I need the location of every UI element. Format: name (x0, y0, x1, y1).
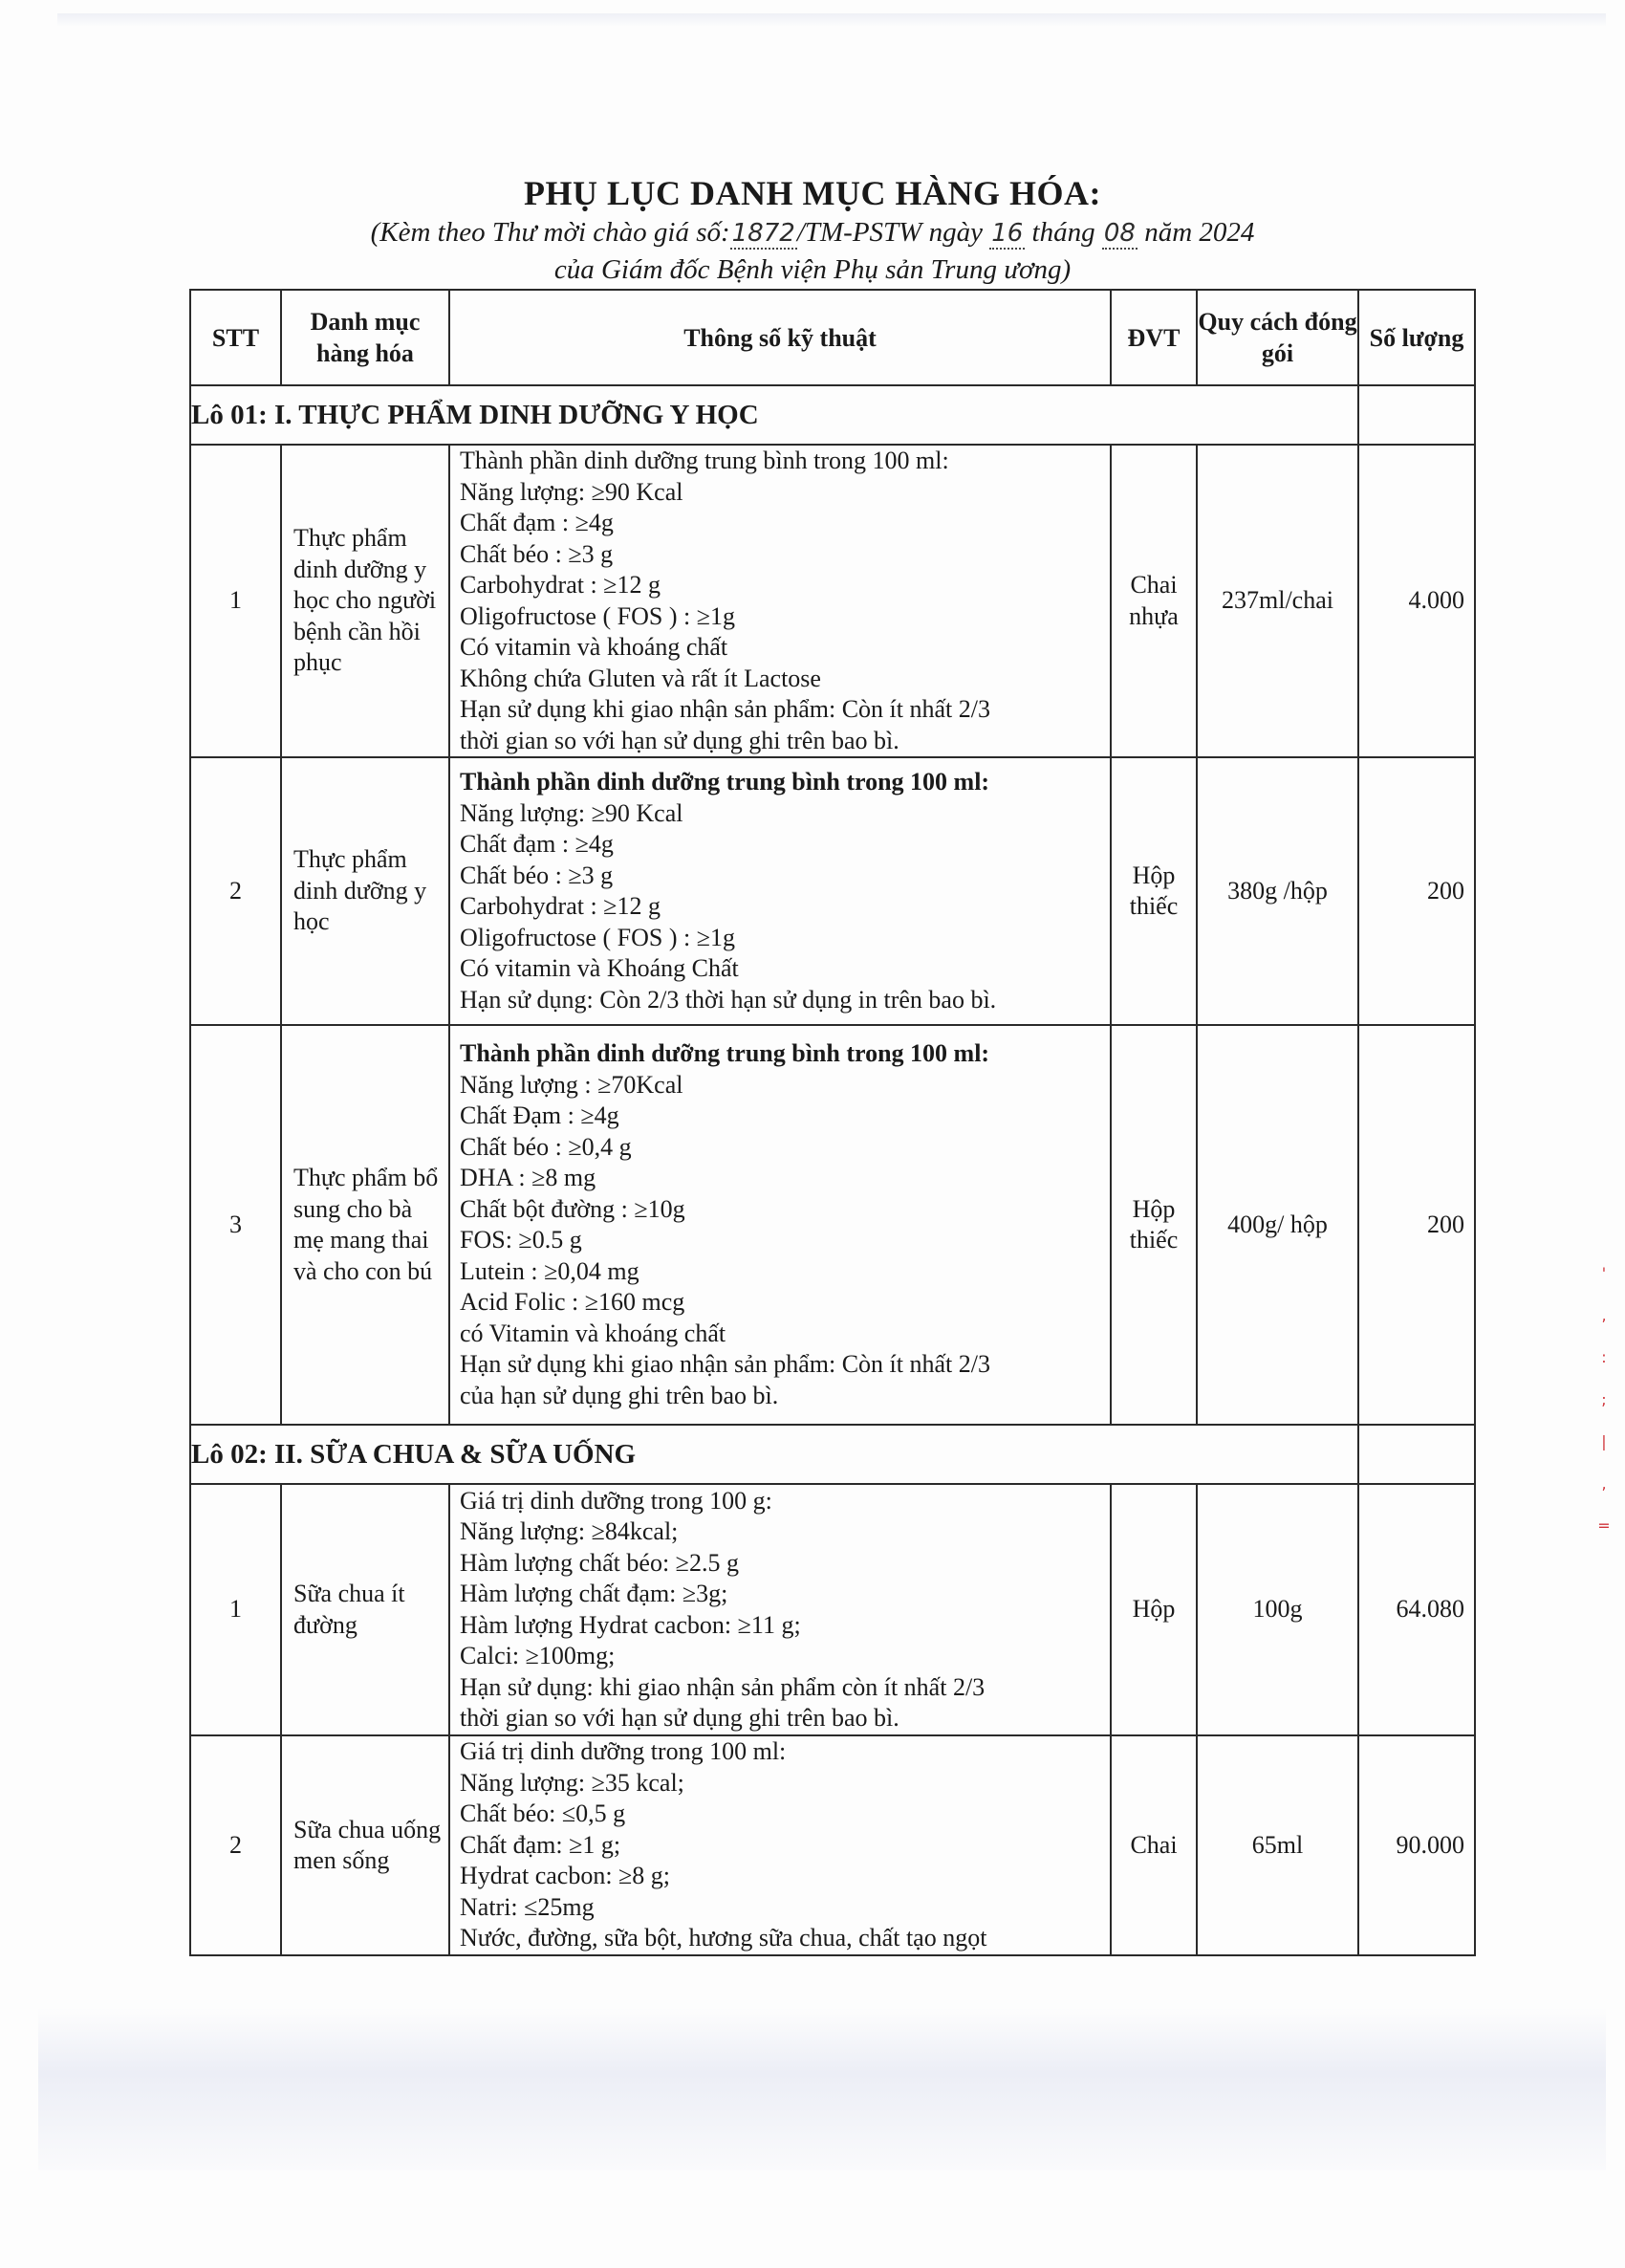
spec-line: Oligofructose ( FOS ) : ≥1g (460, 923, 735, 951)
handwritten-month: 08 (1103, 219, 1136, 248)
spec-line: DHA : ≥8 mg (460, 1164, 596, 1191)
subtitle-mid-2: tháng (1031, 217, 1095, 248)
row-packaging: 65ml (1197, 1735, 1358, 1955)
handwritten-doc-number: 1872 (731, 219, 795, 248)
lot-row (190, 385, 1475, 445)
header-stt: STT (190, 290, 281, 385)
row-quantity: 64.080 (1358, 1484, 1475, 1735)
row-item-name: Thực phẩm dinh dưỡng y học cho người bệnh cần hồi phục (281, 445, 449, 757)
spec-line: Hydrat cacbon: ≥8 g; (460, 1862, 671, 1890)
table-row (190, 757, 1475, 1025)
header-item: Danh mục hàng hóa (281, 290, 449, 385)
row-unit: Hộp (1111, 1484, 1197, 1735)
subtitle-prefix: (Kèm theo Thư mời chào giá số: (370, 217, 730, 248)
table-row (190, 1735, 1475, 1955)
spec-line: Nước, đường, sữa bột, hương sữa chua, chất tạo ngọt (460, 1924, 987, 1952)
lot-label: Lô 02: II. SỮA CHUA & SỮA UỐNG (190, 1425, 1358, 1484)
scan-edge-bottom (38, 2008, 1606, 2170)
spec-line: của hạn sử dụng ghi trên bao bì. (460, 1381, 779, 1409)
row-spec (449, 445, 1111, 757)
handwritten-day: 16 (991, 219, 1024, 248)
lot-blank-cell (1358, 1425, 1475, 1484)
lot-blank-cell (1358, 385, 1475, 445)
row-unit: Hộp thiếc (1111, 1025, 1197, 1425)
spec-line: Hàm lượng chất đạm: ≥3g; (460, 1580, 728, 1607)
row-packaging: 400g/ hộp (1197, 1025, 1358, 1425)
document-header (0, 172, 1625, 288)
row-quantity: 4.000 (1358, 445, 1475, 757)
spec-line: Chất béo: ≤0,5 g (460, 1799, 626, 1828)
spec-line: Thành phần dinh dưỡng trung bình trong 100 ml: (460, 1039, 990, 1067)
spec-line: Hạn sử dụng: Còn 2/3 thời hạn sử dụng in trên bao bì. (460, 985, 997, 1014)
subtitle-mid-3: năm 2024 (1144, 217, 1255, 248)
row-unit: Hộp thiếc (1111, 757, 1197, 1025)
spec-line: Lutein : ≥0,04 mg (460, 1256, 639, 1285)
table-header-row (190, 290, 1475, 385)
scan-edge-top (57, 13, 1606, 27)
spec-line: Hạn sử dụng khi giao nhận sản phẩm: Còn ít nhất 2/3 (460, 695, 990, 723)
row-unit: Chai (1111, 1735, 1197, 1955)
row-quantity: 200 (1358, 757, 1475, 1025)
row-item-name: Sữa chua uống men sống (281, 1735, 449, 1955)
row-packaging: 100g (1197, 1484, 1358, 1735)
table-row (190, 1025, 1475, 1425)
row-item-name: Thực phẩm dinh dưỡng y học (281, 757, 449, 1025)
row-stt: 1 (190, 445, 281, 757)
row-packaging: 237ml/chai (1197, 445, 1358, 757)
spec-line: Có vitamin và Khoáng Chất (460, 954, 739, 982)
table-body (190, 385, 1475, 1955)
spec-line: Chất đạm : ≥4g (460, 509, 614, 536)
spec-line: Không chứa Gluten và rất ít Lactose (460, 664, 821, 692)
header-spec: Thông số kỹ thuật (449, 290, 1111, 385)
spec-line: Carbohydrat : ≥12 g (460, 892, 661, 920)
row-item-name: Sữa chua ít đường (281, 1484, 449, 1735)
spec-line: Hàm lượng Hydrat cacbon: ≥11 g; (460, 1610, 801, 1639)
spec-line: Thành phần dinh dưỡng trung bình trong 100 ml: (460, 447, 949, 474)
row-stt: 1 (190, 1484, 281, 1735)
header-unit: ĐVT (1111, 290, 1197, 385)
row-spec (449, 1025, 1111, 1425)
spec-line: Năng lượng: ≥84kcal; (460, 1517, 679, 1545)
row-quantity: 90.000 (1358, 1735, 1475, 1955)
lot-label: Lô 01: I. THỰC PHẨM DINH DƯỠNG Y HỌC (190, 385, 1358, 445)
spec-line: Chất béo : ≥3 g (460, 861, 614, 889)
spec-line: Thành phần dinh dưỡng trung bình trong 100 ml: (460, 768, 990, 796)
spec-line: Năng lượng: ≥35 kcal; (460, 1768, 684, 1797)
spec-line: Natri: ≤25mg (460, 1892, 595, 1921)
spec-line: Giá trị dinh dưỡng trong 100 g: (460, 1486, 772, 1515)
spec-line: Hạn sử dụng khi giao nhận sản phẩm: Còn ít nhất 2/3 (460, 1350, 990, 1378)
row-item-name: Thực phẩm bổ sung cho bà mẹ mang thai và cho con bú (281, 1025, 449, 1425)
goods-table (189, 289, 1476, 1956)
lot-row (190, 1425, 1475, 1484)
spec-line: Oligofructose ( FOS ) : ≥1g (460, 601, 735, 630)
page-title: PHỤ LỤC DANH MỤC HÀNG HÓA: (524, 174, 1101, 212)
row-spec (449, 757, 1111, 1025)
spec-line: Chất béo : ≥0,4 g (460, 1132, 632, 1161)
row-stt: 2 (190, 757, 281, 1025)
spec-line: Giá trị dinh dưỡng trong 100 ml: (460, 1737, 787, 1766)
spec-line: Calci: ≥100mg; (460, 1642, 616, 1669)
spec-line: Chất đạm: ≥1 g; (460, 1830, 621, 1859)
row-spec (449, 1735, 1111, 1955)
spec-line: Năng lượng: ≥90 Kcal (460, 477, 683, 506)
spec-line: FOS: ≥0.5 g (460, 1226, 582, 1254)
row-unit: Chai nhựa (1111, 445, 1197, 757)
spec-line: Hạn sử dụng: khi giao nhận sản phẩm còn ít nhất 2/3 (460, 1672, 986, 1701)
row-stt: 3 (190, 1025, 281, 1425)
table-row (190, 445, 1475, 757)
row-spec (449, 1484, 1111, 1735)
spec-line: Hàm lượng chất béo: ≥2.5 g (460, 1548, 739, 1577)
header-quantity: Số lượng (1358, 290, 1475, 385)
spec-line: Năng lượng : ≥70Kcal (460, 1070, 683, 1099)
row-packaging: 380g /hộp (1197, 757, 1358, 1025)
row-quantity: 200 (1358, 1025, 1475, 1425)
spec-line: Năng lượng: ≥90 Kcal (460, 798, 683, 827)
spec-line: Chất Đạm : ≥4g (460, 1101, 619, 1129)
margin-stamp-marks: ' , : ; | , = (1597, 1264, 1611, 1535)
spec-line: Chất béo : ≥3 g (460, 539, 614, 568)
subtitle-line-2: của Giám đốc Bệnh viện Phụ sản Trung ương) (553, 254, 1072, 285)
spec-line: Chất đạm : ≥4g (460, 830, 614, 858)
spec-line: thời gian so với hạn sử dụng ghi trên bao bì. (460, 726, 899, 754)
header-packaging: Quy cách đóng gói (1197, 290, 1358, 385)
subtitle-line-1 (0, 214, 1625, 251)
table-row (190, 1484, 1475, 1735)
spec-line: Có vitamin và khoáng chất (460, 633, 728, 661)
spec-line: Acid Folic : ≥160 mcg (460, 1288, 685, 1316)
spec-line: Carbohydrat : ≥12 g (460, 571, 661, 599)
spec-line: có Vitamin và khoáng chất (460, 1319, 726, 1347)
spec-line: thời gian so với hạn sử dụng ghi trên bao bì. (460, 1704, 899, 1732)
subtitle-mid-1: /TM-PSTW ngày (796, 217, 983, 248)
spec-line: Chất bột đường : ≥10g (460, 1194, 685, 1223)
row-stt: 2 (190, 1735, 281, 1955)
